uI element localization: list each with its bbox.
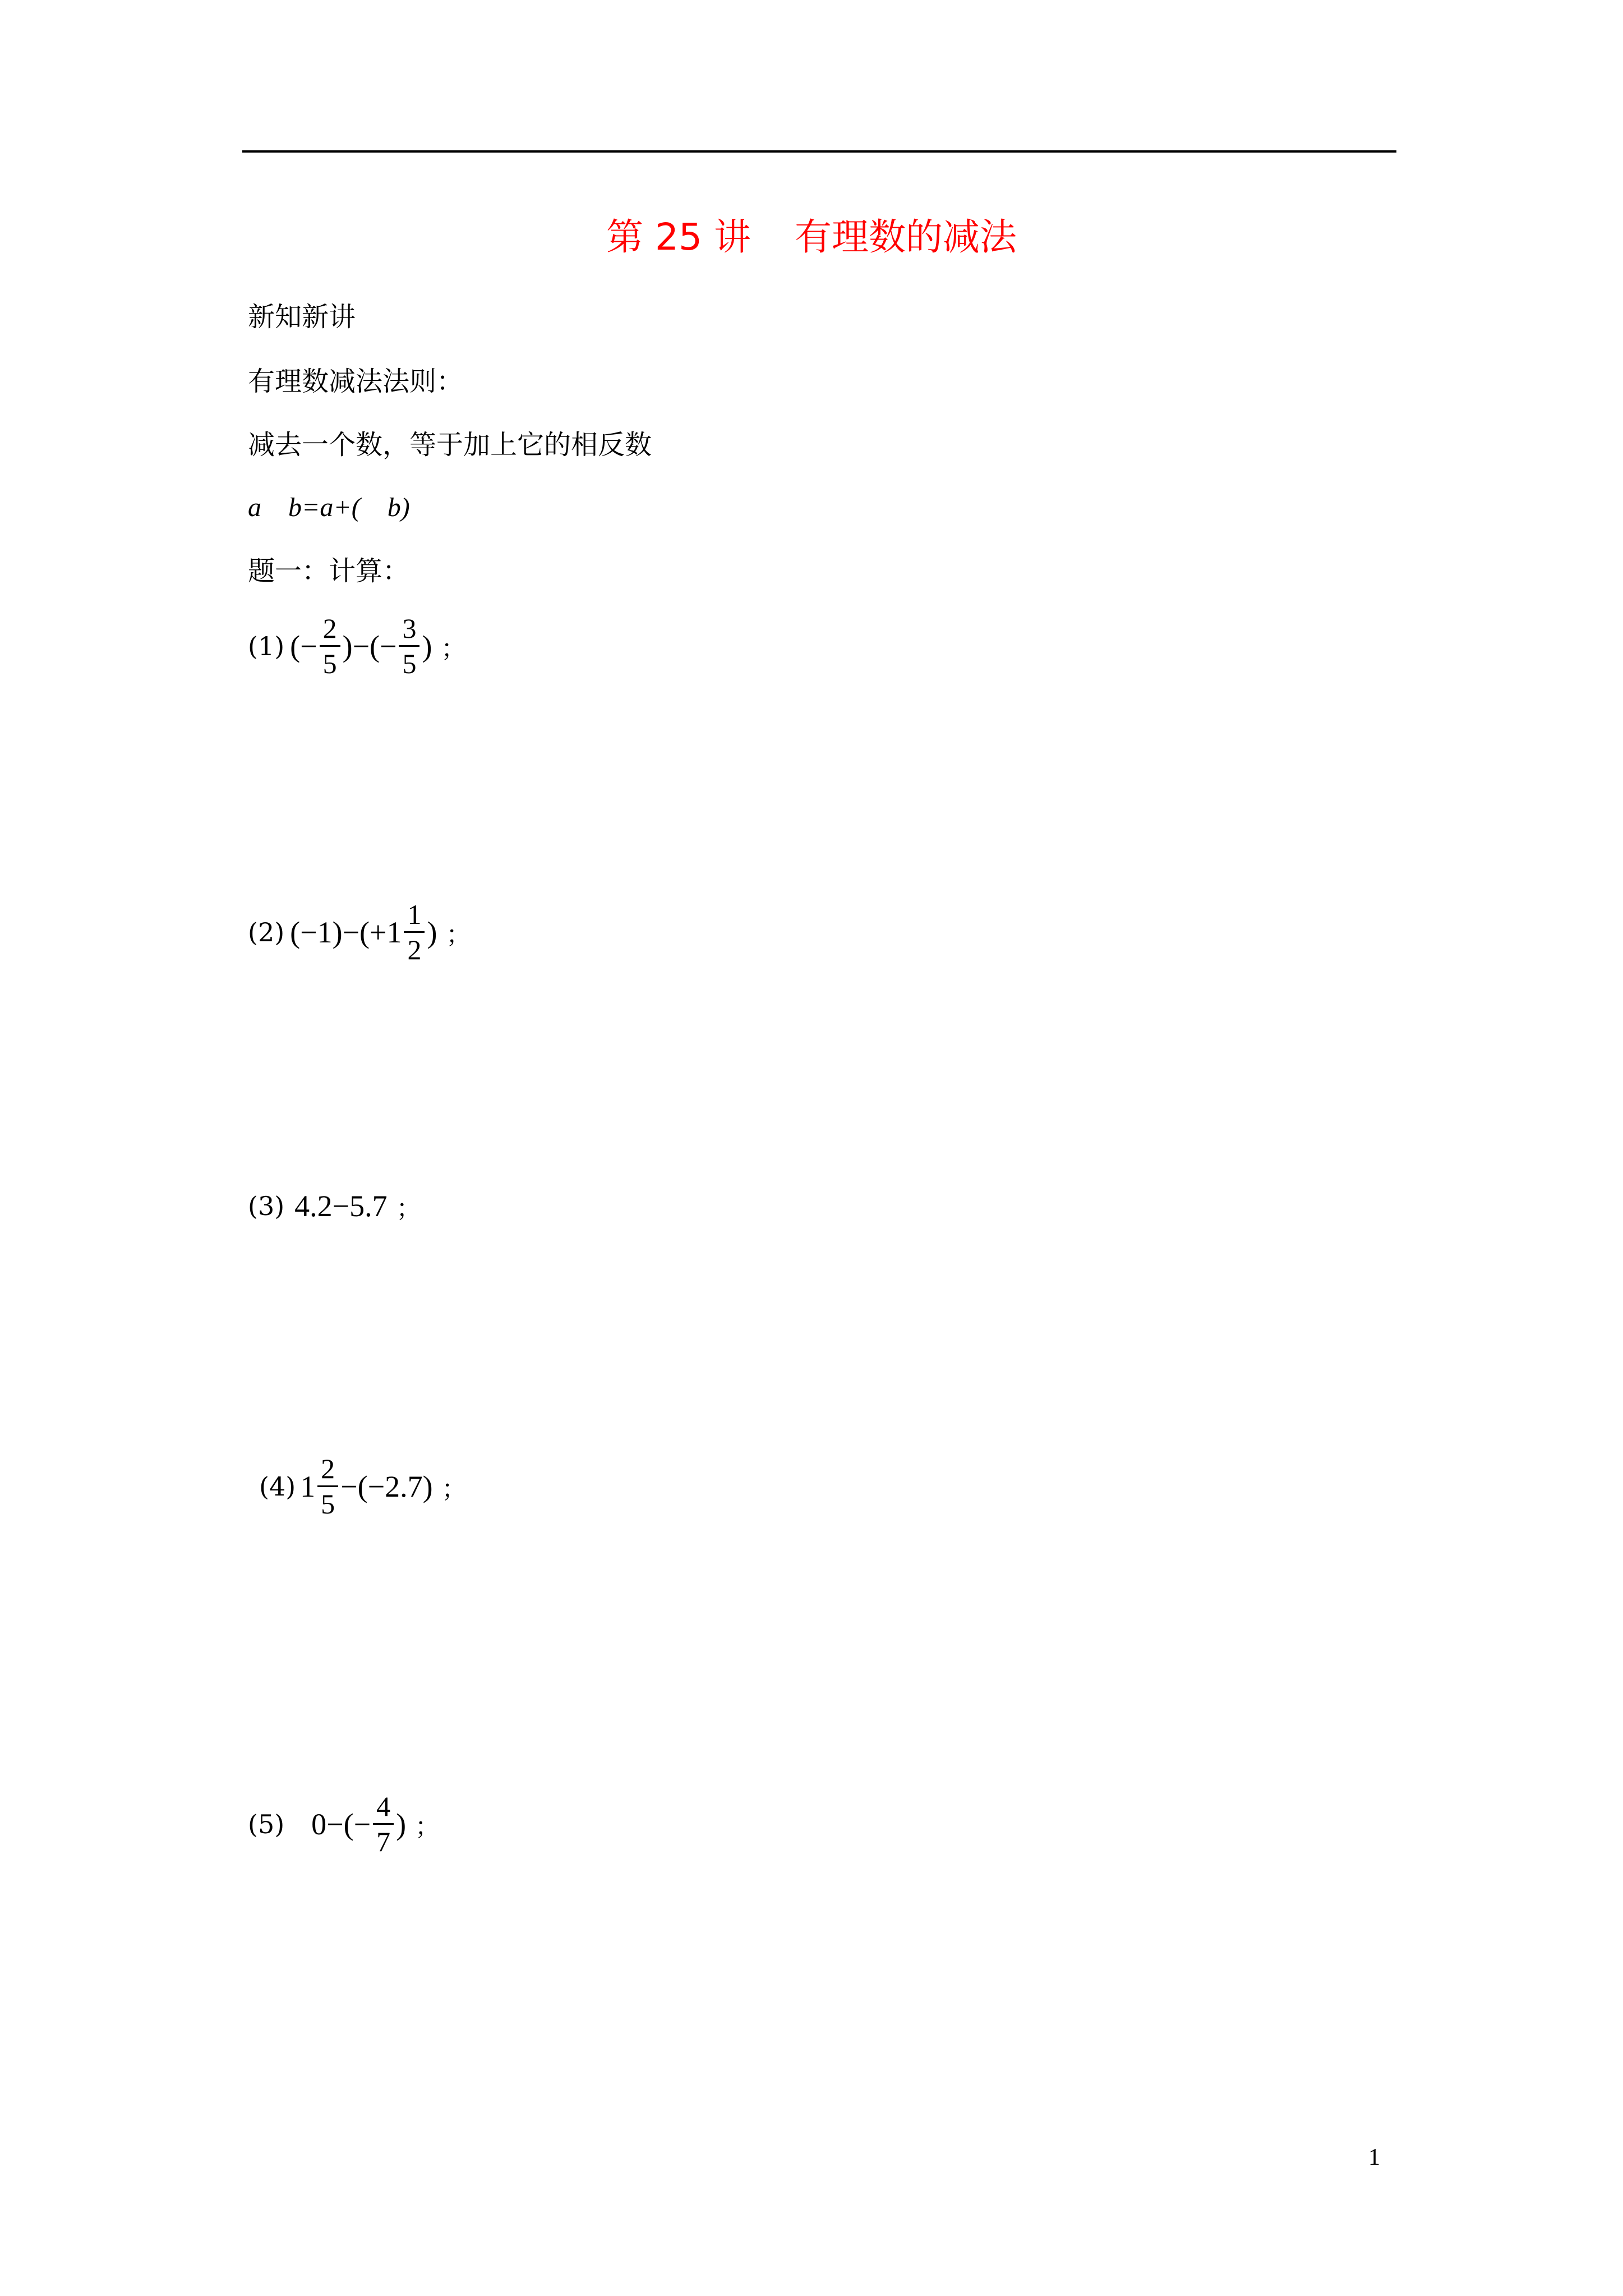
math-text: (−1)−(+1	[290, 915, 402, 949]
problem-label: (3)	[248, 1191, 285, 1221]
exercise-heading: 题一：计算：	[248, 555, 410, 587]
semicolon: ；	[446, 920, 471, 949]
fraction-denominator: 5	[402, 648, 417, 679]
fraction-numerator: 3	[402, 613, 417, 644]
fraction	[317, 1452, 338, 1521]
rule-heading: 有理数减法法则：	[248, 366, 464, 397]
problem-4	[259, 1452, 467, 1521]
title-topic: 有理数的减法	[794, 215, 1017, 259]
problem-expression	[300, 1452, 432, 1521]
problem-label: (4)	[259, 1471, 296, 1502]
math-text: −(−2.7)	[340, 1469, 433, 1503]
fraction-numerator: 4	[376, 1791, 391, 1822]
fraction	[404, 898, 425, 967]
math-text: (−	[290, 629, 317, 663]
problem-label: (1)	[248, 631, 285, 661]
section-heading: 新知新讲	[248, 301, 356, 333]
semicolon: ；	[415, 1812, 440, 1841]
rule-text: 减去一个数，等于加上它的相反数	[248, 429, 652, 461]
problem-expression	[311, 1789, 406, 1858]
problem-expression: 4.2−5.7	[294, 1189, 388, 1223]
semicolon: ；	[441, 1474, 467, 1503]
semicolon: ；	[396, 1194, 421, 1223]
problem-2	[248, 898, 471, 967]
header-rule	[242, 150, 1396, 153]
fraction	[320, 611, 340, 680]
fraction-denominator: 5	[321, 1488, 335, 1520]
problem-label: (2)	[248, 917, 285, 947]
fraction-denominator: 5	[322, 648, 337, 679]
problem-expression	[290, 611, 432, 680]
page-number: 1	[1368, 2145, 1380, 2170]
problem-3	[248, 1188, 421, 1224]
math-text: )	[427, 915, 437, 949]
title-lecture-number: 第 25 讲	[606, 215, 751, 259]
math-text: )−(−	[342, 629, 397, 663]
fraction-numerator: 2	[322, 613, 337, 644]
semicolon: ；	[441, 634, 466, 663]
math-text: )	[422, 629, 432, 663]
fraction-denominator: 2	[407, 934, 422, 965]
problem-1	[248, 611, 465, 680]
problem-label: (5)	[248, 1809, 285, 1839]
fraction	[373, 1789, 394, 1858]
page-title	[0, 212, 1623, 263]
rule-formula: a b=a+( b)	[248, 493, 410, 522]
fraction-denominator: 7	[376, 1826, 391, 1857]
math-text: )	[396, 1807, 407, 1841]
fraction	[399, 611, 419, 680]
math-text: 1	[300, 1469, 316, 1503]
fraction-numerator: 1	[407, 899, 422, 930]
problem-5	[248, 1789, 440, 1858]
problem-expression	[290, 898, 437, 967]
math-text: 0−(−	[311, 1807, 371, 1841]
fraction-numerator: 2	[321, 1453, 335, 1484]
